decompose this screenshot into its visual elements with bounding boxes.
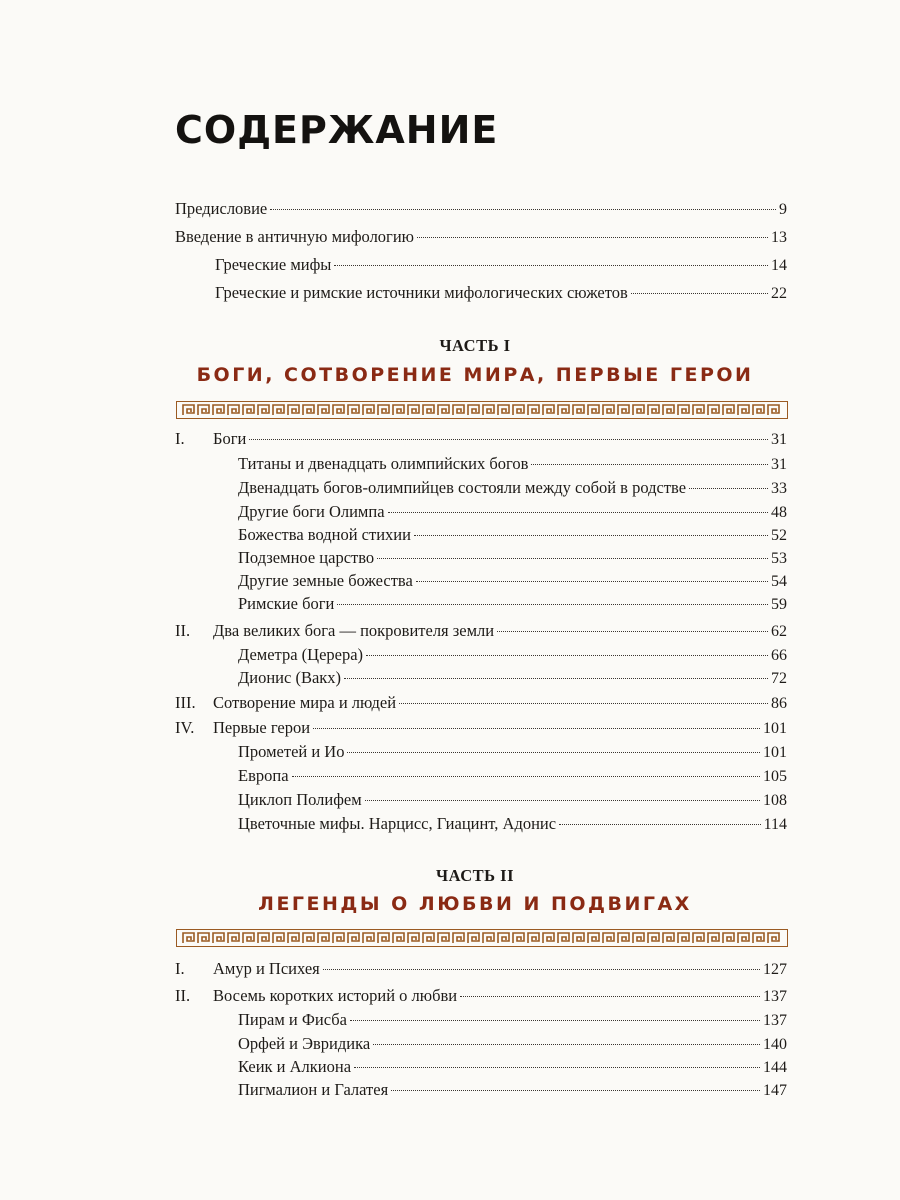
leader-dots: [344, 678, 768, 679]
leader-dots: [365, 800, 760, 801]
toc-entry[interactable]: [238, 1079, 787, 1105]
toc-entry-preface[interactable]: [175, 198, 787, 224]
toc-entry-page: 144: [763, 1059, 787, 1076]
leader-dots: [377, 558, 768, 559]
toc-entry-label: Пигмалион и Галатея: [238, 1080, 389, 1099]
toc-entry-page: 108: [763, 792, 787, 809]
toc-entry-label: Кеик и Алкиона: [238, 1057, 352, 1076]
leader-dots: [373, 1044, 760, 1045]
toc-entry-label: Первые герои: [213, 718, 311, 737]
leader-dots: [354, 1067, 760, 1068]
page-title: СОДЕРЖАНИЕ: [175, 108, 499, 152]
toc-entry[interactable]: [238, 1009, 787, 1035]
toc-entry-page: 22: [771, 285, 787, 302]
meander-ornament: [176, 929, 788, 947]
toc-entry-label: Деметра (Церера): [238, 645, 364, 664]
leader-dots: [292, 776, 760, 777]
toc-entry-label: Другие боги Олимпа: [238, 502, 385, 521]
part-2-label: ЧАСТЬ II: [435, 866, 514, 885]
toc-entry-page: 53: [771, 550, 787, 567]
leader-dots: [631, 293, 768, 294]
toc-entry-page: 33: [771, 480, 787, 497]
toc-entry-label: Циклоп Полифем: [238, 790, 362, 809]
toc-entry-page: 137: [763, 1012, 787, 1029]
toc-entry-label: Греческие мифы: [215, 255, 332, 274]
part-1-title: БОГИ, СОТВОРЕНИЕ МИРА, ПЕРВЫЕ ГЕРОИ: [196, 364, 754, 386]
toc-entry[interactable]: [175, 428, 787, 454]
toc-entry-page: 54: [771, 573, 787, 590]
toc-entry-page: 137: [763, 988, 787, 1005]
toc-entry-number: III.: [175, 693, 196, 712]
toc-entry-label: Греческие и римские источники мифологических сюжетов: [215, 283, 628, 302]
toc-entry-page: 9: [779, 201, 787, 218]
leader-dots: [249, 439, 768, 440]
leader-dots: [270, 209, 776, 210]
toc-entry-page: 127: [763, 961, 787, 978]
toc-entry-page: 147: [763, 1082, 787, 1099]
toc-entry[interactable]: [238, 453, 787, 479]
leader-dots: [334, 265, 768, 266]
meander-ornament: [176, 401, 788, 419]
toc-entry-page: 86: [771, 695, 787, 712]
toc-entry-label: Амур и Психея: [213, 959, 320, 978]
leader-dots: [531, 464, 768, 465]
toc-entry-label: Предисловие: [175, 199, 268, 218]
leader-dots: [347, 752, 760, 753]
toc-entry-label: Восемь коротких историй о любви: [213, 986, 458, 1005]
toc-entry-label: Титаны и двенадцать олимпийских богов: [238, 454, 529, 473]
leader-dots: [366, 655, 768, 656]
toc-entry-label: Римские боги: [238, 594, 335, 613]
toc-entry-label: Боги: [213, 429, 247, 448]
toc-entry[interactable]: [238, 789, 787, 815]
toc-entry-label: Божества водной стихии: [238, 525, 411, 544]
toc-entry-label: Пирам и Фисба: [238, 1010, 347, 1029]
toc-entry-label: Подземное царство: [238, 548, 375, 567]
toc-entry[interactable]: [175, 692, 787, 718]
part-2-title: ЛЕГЕНДЫ О ЛЮБВИ И ПОДВИГАХ: [258, 893, 692, 915]
leader-dots: [388, 512, 768, 513]
toc-entry-page: 31: [771, 431, 787, 448]
toc-entry-label: Другие земные божества: [238, 571, 413, 590]
toc-entry[interactable]: [175, 985, 787, 1011]
toc-entry-page: 48: [771, 504, 787, 521]
toc-entry-greek-myths[interactable]: [215, 254, 787, 280]
toc-entry[interactable]: [175, 717, 787, 743]
toc-entry-label: Двенадцать богов-олимпийцев состояли между собой в родстве: [238, 478, 687, 497]
toc-entry-page: 52: [771, 527, 787, 544]
toc-entry-page: 101: [763, 720, 787, 737]
leader-dots: [350, 1020, 760, 1021]
toc-entry[interactable]: [238, 593, 787, 619]
toc-entry-label: Дионис (Вакх): [238, 668, 342, 687]
toc-entry-page: 66: [771, 647, 787, 664]
toc-entry[interactable]: [238, 765, 787, 791]
toc-entry-label: Орфей и Эвридика: [238, 1034, 371, 1053]
toc-entry-label: Прометей и Ио: [238, 742, 345, 761]
toc-entry-label: Цветочные мифы. Нарцисс, Гиацинт, Адонис: [238, 814, 557, 833]
leader-dots: [414, 535, 768, 536]
toc-entry-number: I.: [175, 959, 185, 978]
toc-entry-page: 59: [771, 596, 787, 613]
leader-dots: [323, 969, 760, 970]
toc-entry-page: 101: [763, 744, 787, 761]
leader-dots: [689, 488, 768, 489]
toc-entry-page: 72: [771, 670, 787, 687]
leader-dots: [399, 703, 768, 704]
leader-dots: [417, 237, 768, 238]
toc-entry[interactable]: [238, 741, 787, 767]
toc-entry-page: 13: [771, 229, 787, 246]
part-1-label: ЧАСТЬ I: [439, 336, 511, 355]
toc-entry-introduction[interactable]: [175, 226, 787, 252]
toc-entry-label: Два великих бога — покровителя земли: [213, 621, 495, 640]
leader-dots: [313, 728, 760, 729]
toc-entry-number: II.: [175, 621, 191, 640]
toc-entry[interactable]: [238, 667, 787, 693]
leader-dots: [337, 604, 768, 605]
toc-entry[interactable]: [175, 958, 787, 984]
toc-entry[interactable]: [238, 813, 787, 839]
toc-entry-page: 140: [763, 1036, 787, 1053]
toc-entry-page: 62: [771, 623, 787, 640]
leader-dots: [391, 1090, 760, 1091]
toc-entry-label: Сотворение мира и людей: [213, 693, 397, 712]
toc-entry[interactable]: [238, 477, 787, 503]
toc-entry-number: II.: [175, 986, 191, 1005]
toc-entry-sources[interactable]: [215, 282, 787, 308]
toc-entry[interactable]: [175, 620, 787, 646]
leader-dots: [460, 996, 760, 997]
toc-entry-page: 31: [771, 456, 787, 473]
leader-dots: [416, 581, 768, 582]
leader-dots: [497, 631, 768, 632]
leader-dots: [559, 824, 761, 825]
toc-entry-number: IV.: [175, 718, 195, 737]
toc-entry-label: Европа: [238, 766, 289, 785]
toc-entry-page: 14: [771, 257, 787, 274]
toc-entry-page: 105: [763, 768, 787, 785]
toc-entry-page: 114: [763, 816, 787, 833]
toc-entry-label: Введение в античную мифологию: [175, 227, 414, 246]
toc-entry-number: I.: [175, 429, 185, 448]
